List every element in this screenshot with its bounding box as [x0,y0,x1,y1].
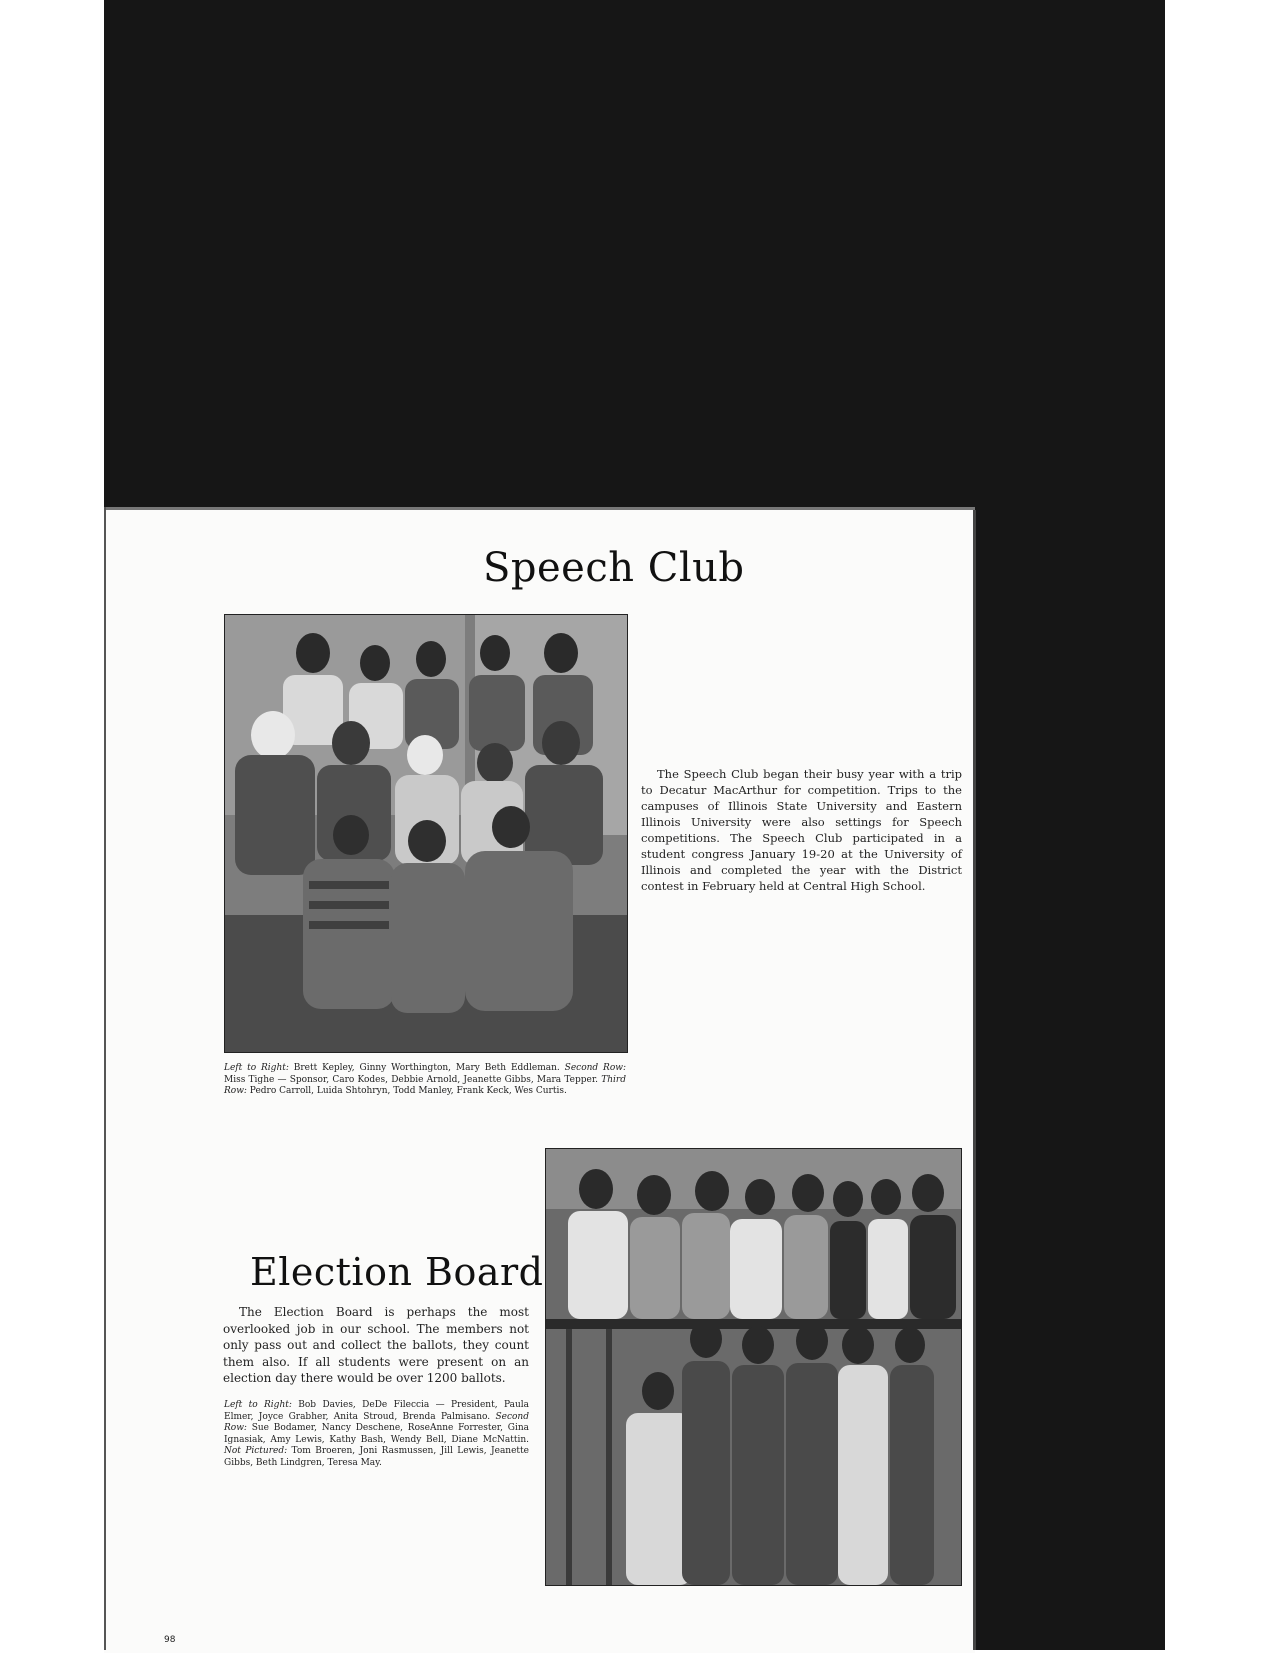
caption-row2-label: Second Row: [224,1411,529,1433]
election-board-body-text: The Election Board is perhaps the most overlooked job in our school. The members not only pass out and collect the ballots, they count them also. If all students were present on an election day there would be over 1200 ballots. [223,1305,529,1385]
caption-row2-names: Miss Tighe — Sponsor, Caro Kodes, Debbie Arnold, Jeanette Gibbs, Mara Tepper. [224,1074,602,1085]
speech-club-group-photo [224,614,628,1053]
speech-club-caption [224,1063,626,1098]
scan-right-margin [1165,0,1275,1650]
election-board-caption [224,1400,529,1469]
caption-row3-label: Third Row: [224,1074,626,1096]
speech-club-title: Speech Club [483,545,745,591]
caption-row3-names: Pedro Carroll, Luida Shtohryn, Todd Manley, Frank Keck, Wes Curtis. [246,1086,567,1096]
speech-club-photo-drawing [225,615,627,1052]
caption-row1-names: Bob Davies, DeDe Fileccia — President, Paula Elmer, Joyce Grabher, Anita Stroud, Brenda Palmisano. [224,1400,529,1422]
caption-row3-label: Not Pictured: [224,1446,288,1456]
election-board-photo-drawing [546,1149,961,1585]
election-board-title: Election Board [250,1250,544,1294]
page-number: 98 [164,1635,176,1645]
caption-row1-label: Left to Right: [224,1063,289,1073]
page-right-edge [973,510,976,1650]
scan-left-margin [0,0,104,1650]
scan-top-black-area [104,0,1165,507]
caption-row1-names: Brett Kepley, Ginny Worthington, Mary Beth Eddleman. [288,1063,565,1073]
election-board-group-photo [545,1148,962,1586]
caption-row2-names: Sue Bodamer, Nancy Deschene, RoseAnne Forrester, Gina Ignasiak, Amy Lewis, Kathy Bash, Wendy Bell, Diane McNattin. [224,1423,529,1445]
speech-club-body-text: The Speech Club began their busy year with a trip to Decatur MacArthur for competition. Trips to the campuses of Illinois State University and Eastern Illinois University were also settings for Speech competitions. The Speech Club participated in a student congress January 19-20 at the University of Illinois and completed the year with the District contest in February held at Central High School. [641,767,962,893]
page-binding-line [104,507,106,1650]
caption-row2-label: Second Row: [564,1063,626,1073]
caption-row1-label: Left to Right: [224,1400,292,1410]
caption-row3-names: Tom Broeren, Joni Rasmussen, Jill Lewis, Jeanette Gibbs, Beth Lindgren, Teresa May. [224,1446,529,1468]
scan-right-black-area [975,507,1165,1650]
